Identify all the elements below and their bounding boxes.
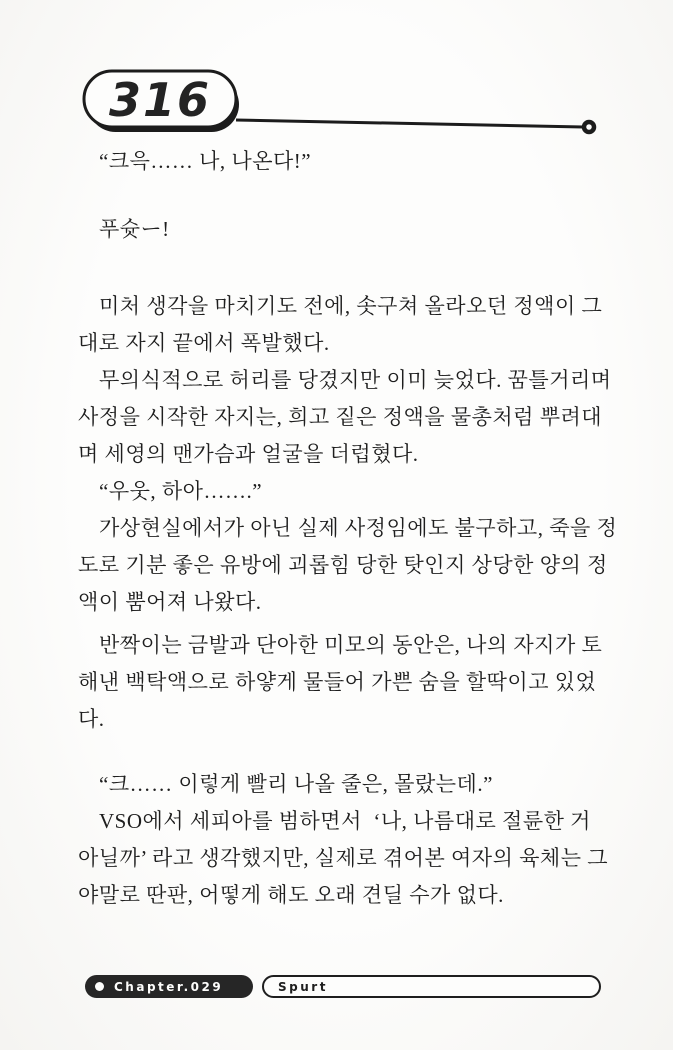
header-rule: [236, 120, 583, 127]
text-line: 무의식적으로 허리를 당겼지만 이미 늦었다. 꿈틀거리며: [99, 368, 612, 392]
section-badge: [262, 975, 601, 998]
page-number-header: [0, 0, 673, 160]
paragraph: [78, 473, 600, 510]
paragraph: [78, 362, 612, 473]
text-line: 가상현실에서가 아닌 실제 사정임에도 불구하고, 죽을 정: [99, 516, 618, 540]
page-footer: [85, 975, 601, 998]
text-line: 액이 뿜어져 나왔다.: [78, 590, 262, 614]
paragraph: [78, 766, 600, 803]
dot-icon: [95, 982, 104, 991]
paragraph: [78, 288, 603, 362]
section-label: Spurt: [278, 979, 328, 994]
text-line: 다.: [78, 707, 105, 731]
text-line: 반짝이는 금발과 단아한 미모의 동안은, 나의 자지가 토: [99, 633, 603, 657]
text-line: 사정을 시작한 자지는, 희고 짙은 정액을 물총처럼 뿌려대: [78, 405, 603, 429]
chapter-badge: [85, 975, 253, 998]
body-text: [78, 143, 618, 914]
page-number: 316: [108, 73, 212, 127]
dialogue-line: “우웃, 하아…….”: [99, 479, 263, 503]
text-line: 대로 자지 끝에서 폭발했다.: [78, 331, 330, 355]
text-line: VSO에서 세피아를 범하면서 ‘나, 나름대로 절륜한 거: [99, 809, 591, 833]
text-line: 도로 기분 좋은 유방에 괴롭힘 당한 탓인지 상당한 양의 정: [78, 553, 608, 577]
text-line: 야말로 딴판, 어떻게 해도 오래 견딜 수가 없다.: [78, 883, 504, 907]
paragraph: [78, 143, 600, 180]
text-line: 며 세영의 맨가슴과 얼굴을 더럽혔다.: [78, 442, 419, 466]
text-line: 아닐까’ 라고 생각했지만, 실제로 겪어본 여자의 육체는 그: [78, 846, 609, 870]
chapter-label: Chapter.029: [114, 979, 224, 994]
dialogue-line: “크윽…… 나, 나온다!”: [99, 149, 312, 173]
text-line: 미처 생각을 마치기도 전에, 솟구쳐 올라오던 정액이 그: [99, 294, 603, 318]
ring-icon: [584, 122, 594, 132]
dialogue-line: “크…… 이렇게 빨리 나올 줄은, 몰랐는데.”: [99, 772, 493, 796]
paragraph: [78, 211, 600, 248]
paragraph: [78, 803, 609, 914]
text-line: 푸슛ー!: [99, 217, 170, 241]
text-line: 해낸 백탁액으로 하얗게 물들어 가쁜 숨을 할딱이고 있었: [78, 670, 597, 694]
paragraph: [78, 510, 618, 621]
paragraph: [78, 627, 603, 738]
